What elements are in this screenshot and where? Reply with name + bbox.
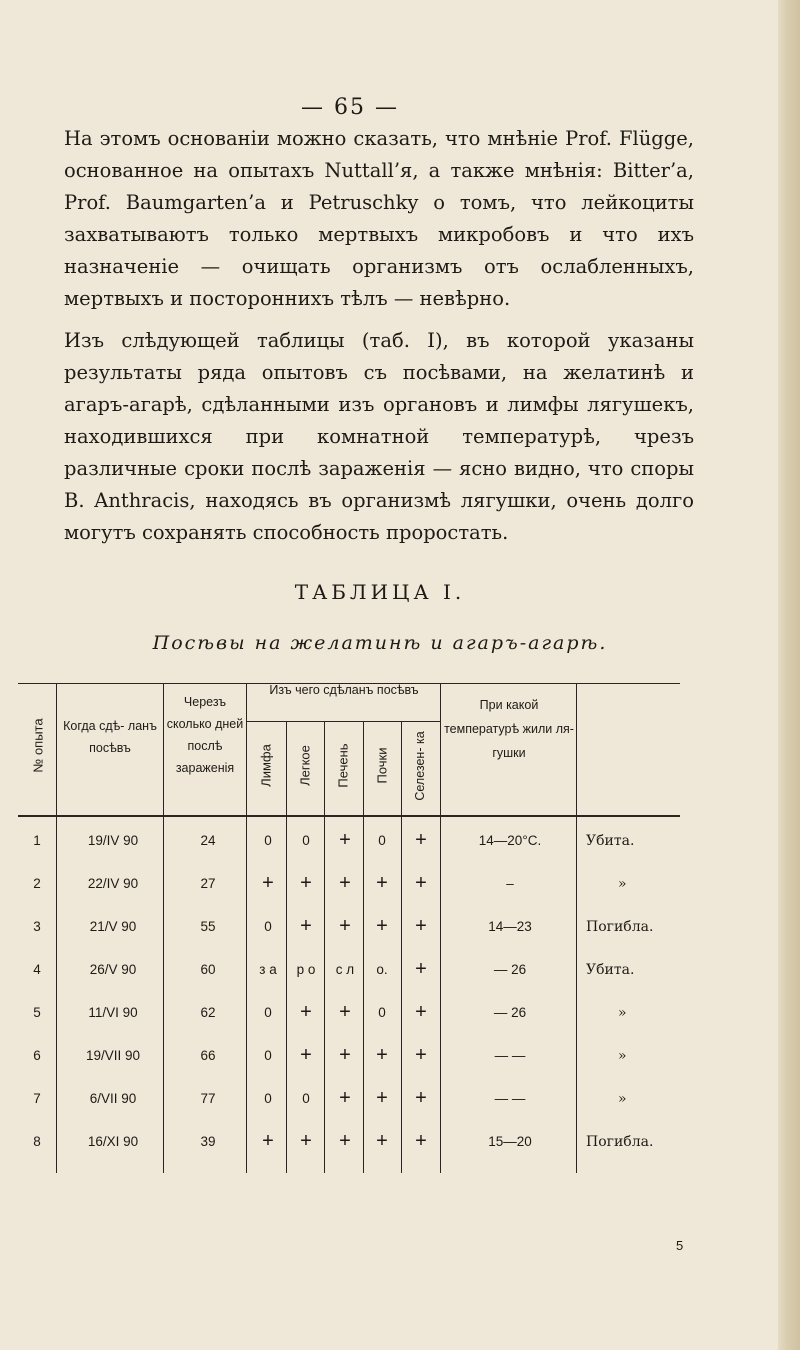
cell-temp: 14—20°С. <box>478 833 542 848</box>
cell-days: 55 <box>200 919 216 934</box>
header-liver: Печень <box>335 743 351 788</box>
cell-lymph: + <box>262 1130 274 1152</box>
header-days: Черезъ сколько дней послѣ зараженія <box>166 695 244 775</box>
cell-liver: + <box>339 1044 351 1066</box>
cell-lung: + <box>300 915 312 937</box>
table-title: ТАБЛИЦА I. <box>294 580 466 604</box>
header-kidney: Почки <box>374 747 390 784</box>
cell-lung: + <box>300 1130 312 1152</box>
header-lung: Легкое <box>297 745 313 786</box>
header-source-group: Изъ чего сдѣланъ посѣвъ <box>269 683 419 697</box>
cell-liver: + <box>339 915 351 937</box>
cell-spleen: + <box>415 1087 427 1109</box>
cell-spleen: + <box>415 958 427 980</box>
cell-note: Убита. <box>586 833 635 849</box>
header-spleen: Селезен- ка <box>413 731 427 801</box>
cell-note: » <box>618 876 627 892</box>
cell-lymph: 0 <box>264 833 272 848</box>
cell-note: » <box>618 1091 627 1107</box>
cell-date: 19/IV 90 <box>87 833 139 848</box>
cell-liver: + <box>339 829 351 851</box>
header-temp: При какой температурѣ жили ля- гушки <box>444 698 574 760</box>
cell-kidney: + <box>376 1130 388 1152</box>
cell-note: Убита. <box>586 962 635 978</box>
subheader-line <box>246 721 440 722</box>
cell-temp: 14—23 <box>488 919 532 934</box>
cell-num: 2 <box>33 876 41 891</box>
cell-date: 6/VII 90 <box>89 1091 137 1106</box>
cell-temp: – <box>506 876 514 891</box>
cell-lymph: 0 <box>264 1091 272 1106</box>
cell-kidney: + <box>376 872 388 894</box>
cell-spleen: + <box>415 1130 427 1152</box>
cell-date: 16/XI 90 <box>87 1134 139 1149</box>
cell-kidney: + <box>376 915 388 937</box>
cell-num: 7 <box>33 1091 41 1106</box>
cell-note: » <box>618 1048 627 1064</box>
cell-lung: р о <box>296 962 316 977</box>
table-subtitle: Посѣвы на желатинѣ и агаръ-агарѣ. <box>152 632 608 654</box>
cell-liver: + <box>339 1001 351 1023</box>
cell-spleen: + <box>415 829 427 851</box>
cell-days: 27 <box>200 876 216 891</box>
cell-liver: с л <box>335 962 355 977</box>
cell-lung: 0 <box>302 1091 310 1106</box>
cell-temp: — 26 <box>493 1005 527 1020</box>
cell-lymph: 0 <box>264 1005 272 1020</box>
cell-lung: + <box>300 1044 312 1066</box>
cell-temp: — 26 <box>493 962 527 977</box>
cell-liver: + <box>339 1087 351 1109</box>
cell-kidney: + <box>376 1087 388 1109</box>
header-bottom-line <box>18 815 680 817</box>
cell-lymph: з а <box>259 962 277 977</box>
paragraph-1: На этомъ основаніи можно сказать, что мнѣніе Prof. Flügge, основанное на опытахъ Nuttall’я, а также мнѣнія: Bitter’a, Prof. Baumgarten’a и Petruschky о томъ, что лейкоциты захватываютъ только мертвыхъ микробовъ и что ихъ назначеніе — очищать организмъ отъ ослабленныхъ, мертвыхъ и постороннихъ тѣлъ — невѣрно. <box>64 127 694 310</box>
col-line-9 <box>576 683 577 1173</box>
header-when: Когда сдѣ- ланъ посѣвъ <box>63 719 157 755</box>
cell-lymph: 0 <box>264 1048 272 1063</box>
page-number: — 65 — <box>301 95 399 120</box>
cell-num: 4 <box>33 962 41 977</box>
cell-kidney: 0 <box>378 1005 386 1020</box>
cell-date: 21/V 90 <box>89 919 137 934</box>
cell-days: 39 <box>200 1134 216 1149</box>
cell-lymph: + <box>262 872 274 894</box>
cell-spleen: + <box>415 1044 427 1066</box>
cell-num: 3 <box>33 919 41 934</box>
cell-date: 11/VI 90 <box>88 1005 138 1020</box>
cell-lymph: 0 <box>264 919 272 934</box>
cell-kidney: + <box>376 1044 388 1066</box>
page-edge <box>778 0 800 1350</box>
cell-days: 66 <box>200 1048 216 1063</box>
footer-number: 5 <box>676 1238 684 1253</box>
cell-temp: 15—20 <box>488 1134 532 1149</box>
cell-kidney: о. <box>376 962 388 977</box>
cell-temp: — — <box>494 1091 526 1106</box>
cell-num: 8 <box>33 1134 41 1149</box>
cell-days: 77 <box>200 1091 216 1106</box>
cell-num: 1 <box>33 833 41 848</box>
cell-lung: 0 <box>302 833 310 848</box>
cell-days: 24 <box>200 833 216 848</box>
cell-date: 19/VII 90 <box>85 1048 141 1063</box>
cell-note: Погибла. <box>586 919 654 935</box>
cell-lung: + <box>300 872 312 894</box>
cell-num: 5 <box>33 1005 41 1020</box>
cell-num: 6 <box>33 1048 41 1063</box>
header-lymph: Лимфа <box>258 744 274 787</box>
cell-days: 62 <box>200 1005 216 1020</box>
cell-spleen: + <box>415 915 427 937</box>
paragraph-2: Изъ слѣдующей таблицы (таб. I), въ которой указаны результаты ряда опытовъ съ посѣвами, на желатинѣ и агаръ-агарѣ, сдѣланными изъ органовъ и лимфы лягушекъ, находившихся при комнатной температурѣ, чрезъ различные сроки послѣ зараженія — ясно видно, что споры B. Anthracis, находясь въ организмѣ лягушки, очень долго могутъ сохранять способность проростать. <box>64 329 694 544</box>
header-num: № опыта <box>30 718 46 773</box>
cell-days: 60 <box>200 962 216 977</box>
cell-spleen: + <box>415 872 427 894</box>
cell-spleen: + <box>415 1001 427 1023</box>
cell-date: 26/V 90 <box>89 962 137 977</box>
cell-lung: + <box>300 1001 312 1023</box>
cell-temp: — — <box>494 1048 526 1063</box>
cell-note: » <box>618 1005 627 1021</box>
cell-note: Погибла. <box>586 1134 654 1150</box>
cell-date: 22/IV 90 <box>87 876 139 891</box>
cell-kidney: 0 <box>378 833 386 848</box>
results-table <box>18 683 682 1173</box>
cell-liver: + <box>339 1130 351 1152</box>
cell-liver: + <box>339 872 351 894</box>
